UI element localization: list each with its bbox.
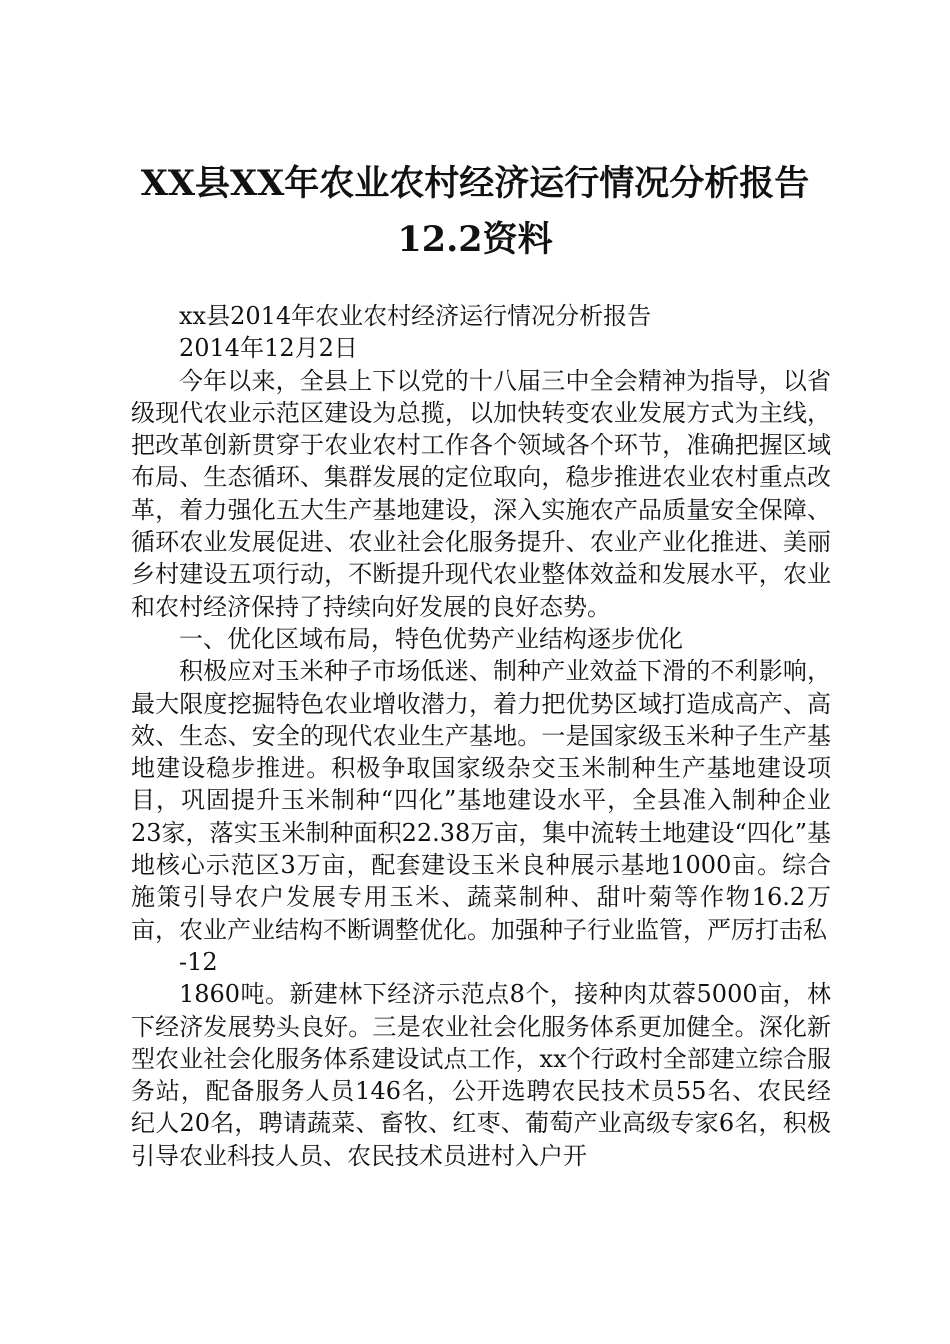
section-heading-1: 一、优化区域布局，特色优势产业结构逐步优化 <box>179 624 683 653</box>
document-title-line-1: XX县XX年农业农村经济运行情况分析报告 <box>140 163 810 204</box>
paragraph-intro: 今年以来，全县上下以党的十八届三中全会精神为指导，以省级现代农业示范区建设为总揽，以加快转变农业发展方式为主线，把改革创新贯穿于农业农村工作各个领域各个环节，准确把握区域布局、生态循环、集群发展的定位取向，稳步推进农业农村重点改革，着力强化五大生产基地建设，深入实施农产品质量安全保障、循环农业发展促进、农业社会化服务提升、农业产业化推进、美丽乡村建设五项行动，不断提升现代农业整体效益和发展水平，农业和农村经济保持了持续向好发展的良好态势。 <box>131 366 831 621</box>
paragraph-continued: 1860吨。新建林下经济示范点8个，接种肉苁蓉5000亩，林下经济发展势头良好。三是农业社会化服务体系更加健全。深化新型农业社会化服务体系建设试点工作，xx个行政村全部建立综合服务站，配备服务人员146名，公开选聘农民技术员55名、农民经纪人20名，聘请蔬菜、畜牧、红枣、葡萄产业高级专家6名，积极引导农业科技人员、农民技术员进村入户开 <box>131 980 831 1170</box>
page-marker: -12 <box>179 947 218 976</box>
document-title-line-2: 12.2资料 <box>397 219 553 260</box>
document-body <box>131 300 831 1172</box>
report-subtitle: xx县2014年农业农村经济运行情况分析报告 <box>179 302 652 330</box>
paragraph-section-1: 积极应对玉米种子市场低迷、制种产业效益下滑的不利影响，最大限度挖掘特色农业增收潜力，着力把优势区域打造成高产、高效、生态、安全的现代农业生产基地。一是国家级玉米种子生产基地建设稳步推进。积极争取国家级杂交玉米制种生产基地建设项目，巩固提升玉米制种“四化”基地建设水平，全县准入制种企业23家，落实玉米制种面积22.38万亩，集中流转土地建设“四化”基地核心示范区3万亩，配套建设玉米良种展示基地1000亩。综合施策引导农户发展专用玉米、蔬菜制种、甜叶菊等作物16.2万亩，农业产业结构不断调整优化。加强种子行业监管，严厉打击私 <box>131 657 831 944</box>
report-date: 2014年12月2日 <box>179 334 358 363</box>
